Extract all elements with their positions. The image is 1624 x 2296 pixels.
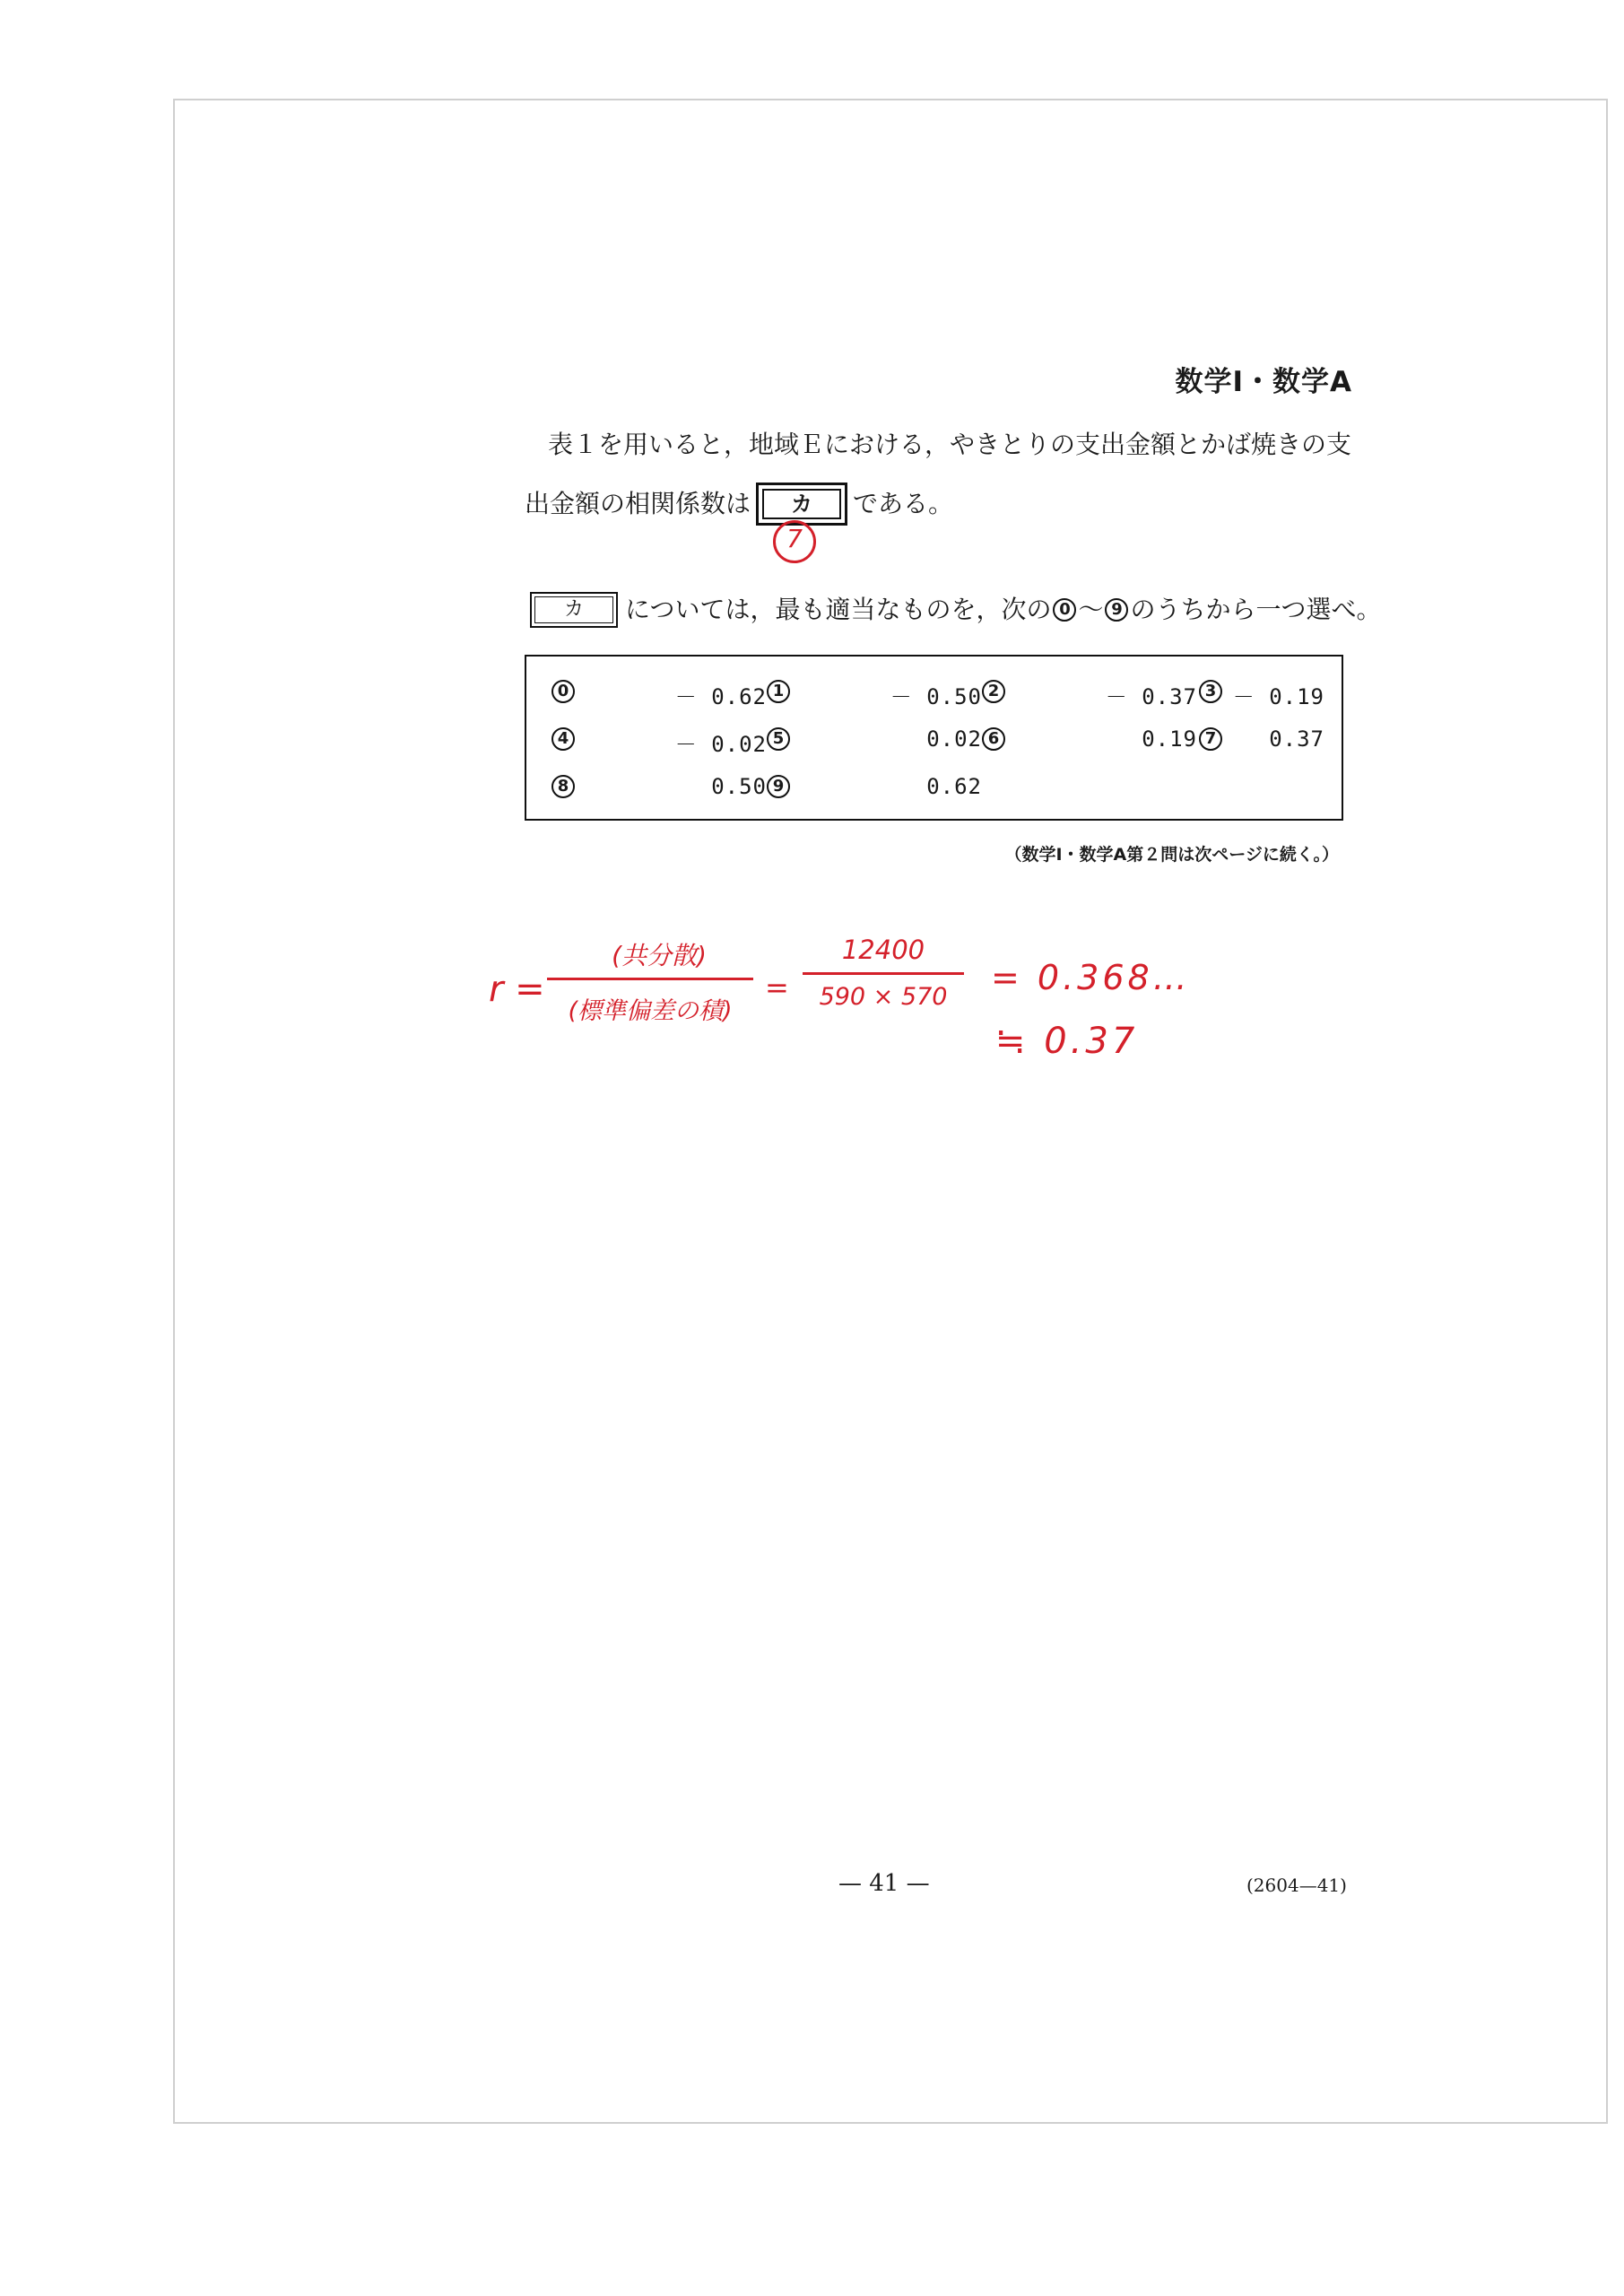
handwritten-result-2: ≒ 0.37 xyxy=(995,1021,1139,1062)
answer-box-ka xyxy=(756,483,847,526)
instruction-box-ka xyxy=(530,592,618,628)
choice-number: 2 xyxy=(982,680,1005,703)
continue-note: （数学Ⅰ・数学A第２問は次ページに続く。） xyxy=(1004,845,1339,865)
handwritten-numerator-value: 12400 xyxy=(841,935,925,965)
choice-value: 0.19 xyxy=(1142,726,1197,752)
instruction-tilde: ～ xyxy=(1078,595,1104,624)
instruction-part-2: のうちから一つ選べ。 xyxy=(1130,595,1382,624)
choice-number: 1 xyxy=(767,680,790,703)
choice-0 xyxy=(551,678,767,709)
page-code: (2604—41) xyxy=(1246,1874,1347,1896)
choice-number: 3 xyxy=(1199,680,1222,703)
handwritten-result-1: = 0.368… xyxy=(991,958,1191,997)
choice-value: － 0.19 xyxy=(1232,684,1324,709)
choice-number: 4 xyxy=(551,727,575,751)
handwritten-denominator-value: 590 × 570 xyxy=(819,983,948,1011)
choice-9 xyxy=(767,773,982,798)
answer-box-label: カ xyxy=(762,489,841,519)
choice-value: － 0.37 xyxy=(1105,684,1197,709)
circled-number-9: 9 xyxy=(1105,598,1128,622)
choice-value: 0.50 xyxy=(711,774,767,799)
choice-value: 0.62 xyxy=(926,774,982,799)
problem-line-2-after: である。 xyxy=(853,489,954,518)
choice-3 xyxy=(1199,678,1324,709)
choice-value: － 0.50 xyxy=(890,684,982,709)
choice-2 xyxy=(982,678,1197,709)
problem-line-2-before: 出金額の相関係数は xyxy=(525,489,751,518)
choice-5 xyxy=(767,726,982,751)
page-number: — 41 — xyxy=(838,1870,930,1897)
choice-number: 0 xyxy=(551,680,575,703)
choice-number: 5 xyxy=(767,727,790,751)
instruction-box-label: カ xyxy=(534,596,613,623)
choice-number: 7 xyxy=(1199,727,1222,751)
choice-value: 0.02 xyxy=(926,726,982,752)
choice-1 xyxy=(767,678,982,709)
handwritten-denominator-words: (標準偏差の積) xyxy=(568,997,733,1025)
choice-number: 6 xyxy=(982,727,1005,751)
problem-line-2 xyxy=(525,483,953,526)
handwritten-answer: 7 xyxy=(786,524,803,553)
instruction-line xyxy=(530,592,1381,628)
choice-7 xyxy=(1199,726,1324,751)
choice-number: 9 xyxy=(767,775,790,798)
choice-8 xyxy=(551,773,767,798)
choice-6 xyxy=(982,726,1197,751)
fraction-line-1 xyxy=(547,978,753,980)
choice-4 xyxy=(551,726,767,757)
handwritten-equals: = xyxy=(765,970,789,1004)
choice-number: 8 xyxy=(551,775,575,798)
problem-line-1: 表１を用いると，地域Ｅにおける，やきとりの支出金額とかば焼きの支 xyxy=(548,430,1352,459)
exam-page xyxy=(173,99,1608,2124)
handwritten-numerator-words: (共分散) xyxy=(612,941,707,970)
page-title: 数学Ⅰ・数学A xyxy=(1175,366,1352,398)
circled-number-0: 0 xyxy=(1053,598,1076,622)
fraction-line-2 xyxy=(803,972,964,975)
handwritten-r: r = xyxy=(489,969,545,1010)
choice-value: － 0.62 xyxy=(674,684,767,709)
choices-box xyxy=(525,655,1343,821)
instruction-part-1: については，最も適当なものを，次の xyxy=(625,595,1052,624)
choice-value: － 0.02 xyxy=(674,732,767,757)
choice-value: 0.37 xyxy=(1269,726,1324,752)
